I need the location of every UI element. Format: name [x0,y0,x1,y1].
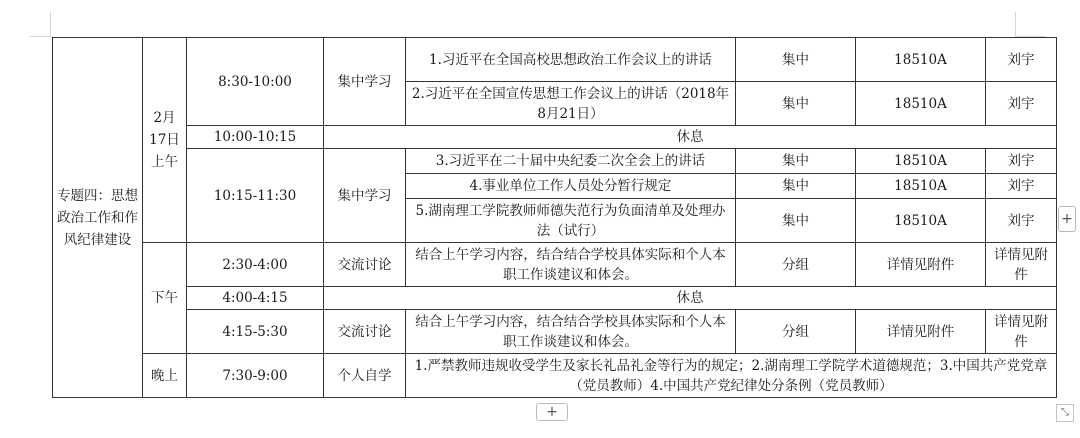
mode-cell[interactable]: 分组 [736,310,856,354]
form-cell[interactable]: 集中学习 [324,38,406,126]
add-column-button[interactable]: + [1058,206,1076,232]
form-cell[interactable]: 集中学习 [324,149,406,243]
content-cell[interactable]: 结合上午学习内容，结合结合学校具体实际和个人本职工作谈建议和体会。 [406,243,736,287]
place-cell[interactable]: 详情见附件 [856,243,986,287]
table-row [53,310,1057,354]
person-cell[interactable]: 刘宇 [986,174,1057,199]
afternoon-cell[interactable]: 下午 [143,243,187,354]
date-cell[interactable]: 2月17日上午 [143,38,187,243]
mode-cell[interactable]: 集中 [736,38,856,82]
person-cell[interactable]: 详情见附件 [986,310,1057,354]
person-cell[interactable]: 详情见附件 [986,243,1057,287]
time-cell[interactable]: 4:00-4:15 [187,287,324,310]
content-cell[interactable]: 结合上午学习内容，结合结合学校具体实际和个人本职工作谈建议和体会。 [406,310,736,354]
table-row [53,354,1057,398]
mode-cell[interactable]: 集中 [736,82,856,126]
table-row [53,287,1057,310]
place-cell[interactable]: 详情见附件 [856,310,986,354]
table-row [53,149,1057,174]
place-cell[interactable]: 18510A [856,38,986,82]
place-cell[interactable]: 18510A [856,82,986,126]
margin-guide-left [50,12,51,38]
table-row [53,126,1057,149]
content-cell[interactable]: 2.习近平在全国宣传思想工作会议上的讲话（2018年8月21日） [406,82,736,126]
time-cell[interactable]: 10:15-11:30 [187,149,324,243]
table-row [53,243,1057,287]
form-cell[interactable]: 交流讨论 [324,310,406,354]
margin-guide-top-left [30,36,52,37]
time-cell[interactable]: 8:30-10:00 [187,38,324,126]
person-cell[interactable]: 刘宇 [986,82,1057,126]
table-row [53,38,1057,82]
mode-cell[interactable]: 分组 [736,243,856,287]
place-cell[interactable]: 18510A [856,199,986,243]
content-cell[interactable]: 4.事业单位工作人员处分暂行规定 [406,174,736,199]
person-cell[interactable]: 刘宇 [986,38,1057,82]
mode-cell[interactable]: 集中 [736,149,856,174]
content-cell[interactable]: 1.习近平在全国高校思想政治工作会议上的讲话 [406,38,736,82]
margin-guide-right [1015,12,1016,38]
schedule-table [52,37,1057,398]
break-cell[interactable]: 休息 [324,287,1057,310]
mode-cell[interactable]: 集中 [736,199,856,243]
place-cell[interactable]: 18510A [856,174,986,199]
form-cell[interactable]: 个人自学 [324,354,406,398]
time-cell[interactable]: 7:30-9:00 [187,354,324,398]
place-cell[interactable]: 18510A [856,149,986,174]
break-cell[interactable]: 休息 [324,126,1057,149]
topic-cell[interactable]: 专题四：思想政治工作和作风纪律建设 [53,38,143,398]
mode-cell[interactable]: 集中 [736,174,856,199]
evening-cell[interactable]: 晚上 [143,354,187,398]
time-cell[interactable]: 2:30-4:00 [187,243,324,287]
resize-diagonal-icon[interactable]: ⤡ [1056,404,1074,422]
content-cell[interactable]: 1.严禁教师违规收受学生及家长礼品礼金等行为的规定；2.湖南理工学院学术道德规范；3.中国共产党党章（党员教师）4.中国共产党纪律处分条例（党员教师） [406,354,1057,398]
content-cell[interactable]: 3.习近平在二十届中央纪委二次全会上的讲话 [406,149,736,174]
content-cell[interactable]: 5.湖南理工学院教师师德失范行为负面清单及处理办法（试行） [406,199,736,243]
person-cell[interactable]: 刘宇 [986,199,1057,243]
person-cell[interactable]: 刘宇 [986,149,1057,174]
add-row-button[interactable]: + [536,403,568,421]
time-cell[interactable]: 10:00-10:15 [187,126,324,149]
time-cell[interactable]: 4:15-5:30 [187,310,324,354]
form-cell[interactable]: 交流讨论 [324,243,406,287]
